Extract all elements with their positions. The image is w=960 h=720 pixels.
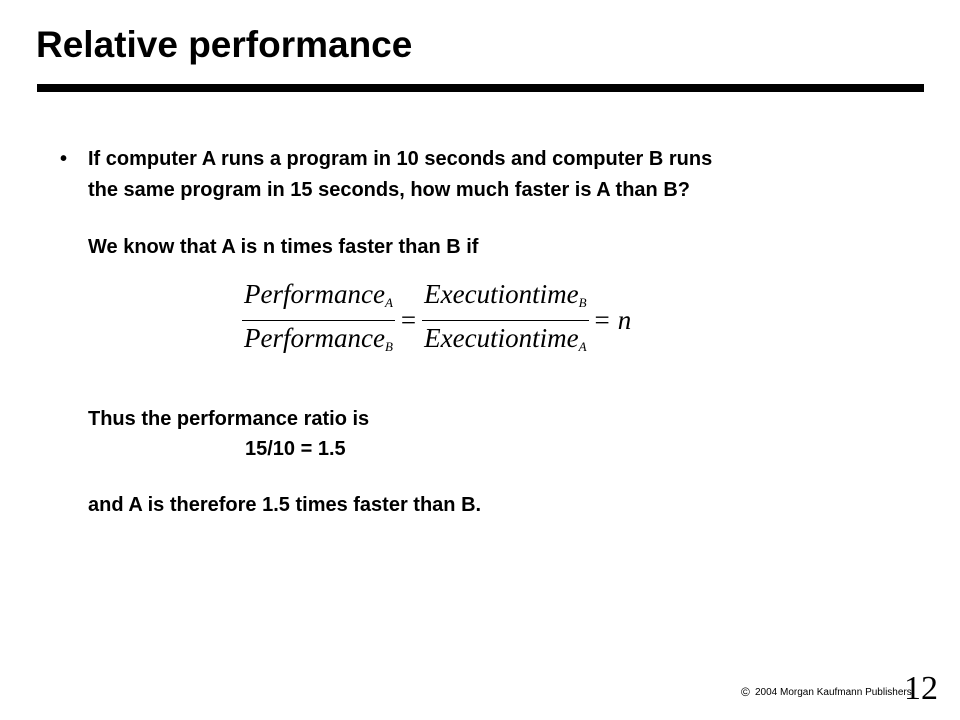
title-rule [37,84,924,92]
execution-time-fraction [422,277,588,364]
ratio-line: 15/10 = 1.5 [245,438,346,460]
conclusion-line: and A is therefore 1.5 times faster than B. [88,494,482,516]
performance-b-subscript: B [384,338,393,354]
equals-sign-1: = [400,304,417,335]
bullet-marker: • [60,148,68,170]
equals-sign-2: = [594,304,610,335]
execution-time-numerator [422,277,588,321]
page-number: 12 [904,670,938,707]
performance-denominator [242,321,395,364]
execution-time-b-text: Executiontime [424,278,579,309]
execution-time-b-subscript: B [578,294,587,310]
performance-formula [242,280,631,360]
question-line-1: If computer A runs a program in 10 seconds and computer B runs [88,148,713,170]
execution-time-a-text: Executiontime [424,322,579,353]
thus-line: Thus the performance ratio is [88,408,370,430]
know-line: We know that A is n times faster than B if [88,236,479,258]
execution-time-denominator [422,321,588,364]
performance-a-text: Performance [244,278,385,309]
performance-a-subscript: A [384,294,393,310]
execution-time-a-subscript: A [578,338,587,354]
performance-b-text: Performance [244,322,385,353]
performance-numerator [242,277,395,321]
performance-fraction [242,277,395,364]
copyright-icon: © [741,685,750,699]
slide-title: Relative performance [36,24,413,65]
question-line-2: the same program in 15 seconds, how much faster is A than B? [88,179,690,201]
formula-result-n: n [617,304,632,335]
copyright-text: 2004 Morgan Kaufmann Publishers [755,687,912,698]
